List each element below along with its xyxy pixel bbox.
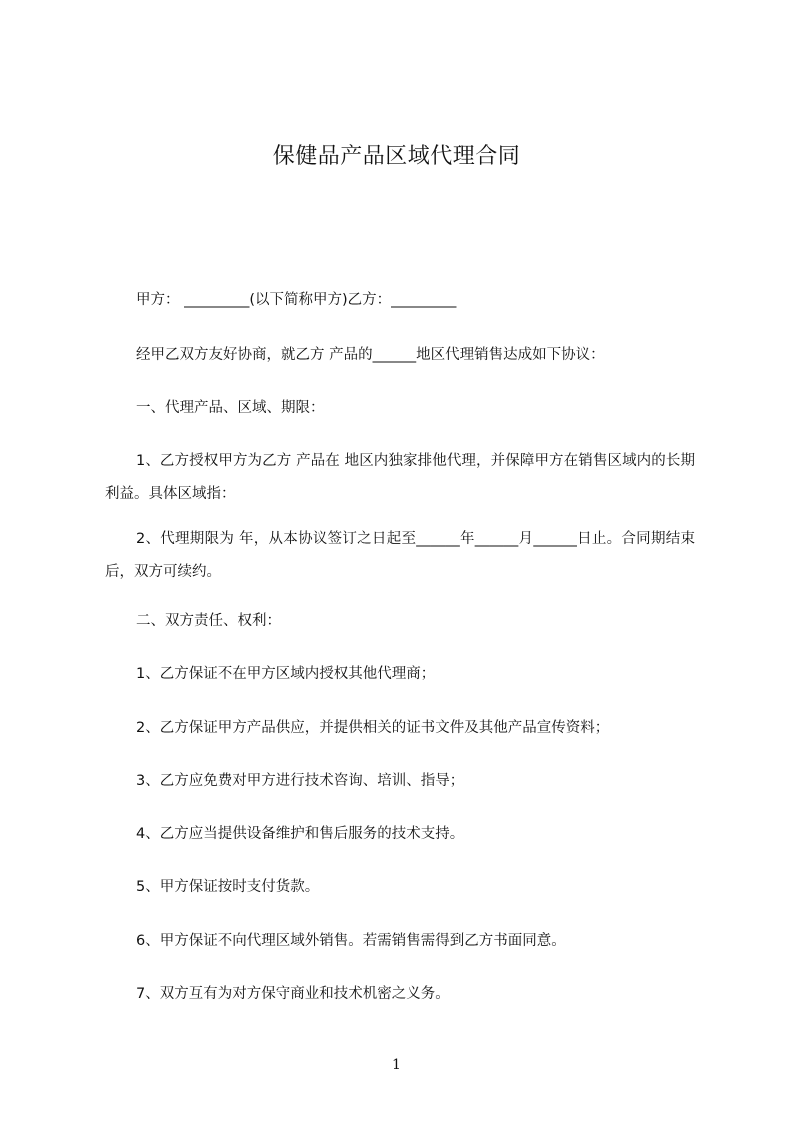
section2-heading: 二、双方责任、权利：	[136, 613, 281, 629]
party-line: 甲方： _________(以下简称甲方)乙方：_________	[136, 292, 457, 308]
section2-item: 1、乙方保证不在甲方区域内授权其他代理商；	[136, 666, 436, 682]
section1-heading: 一、代理产品、区域、期限：	[136, 400, 325, 416]
document-title: 保健品产品区域代理合同	[272, 144, 521, 169]
section2-item: 4、乙方应当提供设备维护和售后服务的技术支持。	[136, 826, 465, 842]
section1-item-2: 2、代理期限为 年，从本协议签订之日起至______年______月______日止。合同期结束后，双方可续约。	[105, 531, 695, 580]
section2-item: 2、乙方保证甲方产品供应，并提供相关的证书文件及其他产品宣传资料；	[136, 720, 610, 736]
section1-item-1: 1、乙方授权甲方为乙方 产品在 地区内独家排他代理，并保障甲方在销售区域内的长期利益。具体区域指：	[105, 453, 695, 502]
section2-item: 3、乙方应免费对甲方进行技术咨询、培训、指导；	[136, 773, 465, 789]
intro-paragraph: 经甲乙双方友好协商，就乙方 产品的______地区代理销售达成如下协议：	[136, 347, 605, 363]
page-number: 1	[392, 1057, 401, 1073]
section2-item: 7、双方互有为对方保守商业和技术机密之义务。	[136, 986, 450, 1002]
section2-item: 6、甲方保证不向代理区域外销售。若需销售需得到乙方书面同意。	[136, 933, 566, 949]
section2-item: 5、甲方保证按时支付货款。	[136, 879, 320, 895]
